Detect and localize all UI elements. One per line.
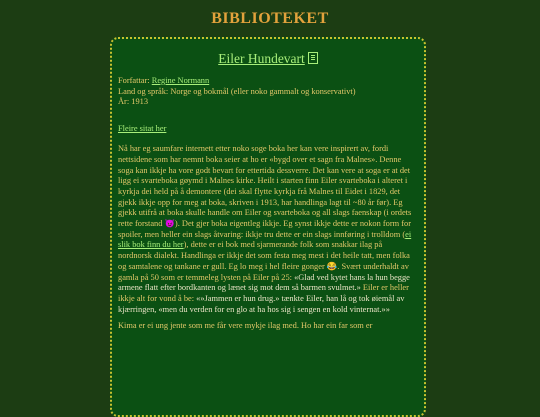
language-line: Land og språk: Norge og bokmål (eller noko gammalt og konservativt): [118, 86, 356, 96]
site-title: BIBLIOTEKET: [211, 10, 329, 27]
book-meta: [118, 76, 418, 108]
review-text-segment: ), dette er ei bok med sjarmerande folk som snakkar ilag på nordnorsk dialekt. Handlinga er ikkje det som festa meg mest i det heile tatt, men folka og samtalene og tankane er gull. Eg lo meg i hel fleire gonger 😂. Svært underhaldt av gamla på 50 som er temmeleg lysten på Eiler på 25:: [118, 240, 410, 282]
book-panel: [110, 37, 426, 417]
review-paragraph: [118, 321, 418, 332]
more-quotes-link[interactable]: Fleire sitat her: [118, 124, 167, 134]
author-label: Forfattar:: [118, 76, 152, 85]
author-line: [118, 76, 418, 87]
author-link[interactable]: Regine Normann: [151, 76, 210, 85]
review-text: [118, 144, 418, 332]
book-title-text[interactable]: Eiler Hundevart: [218, 51, 305, 66]
book-title[interactable]: [118, 51, 418, 67]
review-paragraph: [118, 144, 418, 315]
book-quote: «»Jammen er hun drug.» tænkte Eiler, han lå og tok øiemål av kjærringen, «men du verden for en glo at ha hos sig i sengen en kold vinternat.»»: [118, 293, 405, 314]
year-line: År: 1913: [118, 97, 149, 107]
book-quote: «Glad ved kytet hans la hun begge armene flatt efter bordkanten og lænet sig mot dem så barmen svulmet.»: [118, 272, 410, 293]
grimoire-book-link[interactable]: ei slik bok finn du her: [118, 229, 412, 250]
review-text-segment: Kima er ei ung jente som me får vere mykje ilag med. Ho har ein far som er: [118, 321, 373, 331]
review-text-segment: Eiler er heller ikkje alt for vond å be:: [118, 283, 409, 303]
book-icon[interactable]: [308, 52, 318, 64]
review-text-segment: Nå har eg saumfare internett etter noko soge boka her kan vere inspirert av, fordi nettsidene som har nemnt boka seier at ho er «bygd over et sagn fra Malnes». Denne soga kan ikkje ha vore godt bevart for ettertida dessverre. Det kan vere at soga er at det ligg ei svarteboka gøymd i Malnes kirke. Heilt i starten finn Eiler svarteboka i alteret i kyrkja dei held på å demontere (dei skal flytte kyrkja frå Malnes til Eidet i 1829, det gjekk ikkje opp for meg at boka, skriven i 1913, har handlinga lagt til ~80 år før). Eg gjekk utifrå at boka skulle handle om Eiler og svarteboka og all slags faenskap (i ordets rette forstand 😈). Det gjer boka eigentleg ikkje. Eg synst ikkje dette er nokon form for spoiler, men heller ein slags åtvaring: ikkje tru dette er ein slags innføring i trolldom (: [118, 144, 412, 239]
